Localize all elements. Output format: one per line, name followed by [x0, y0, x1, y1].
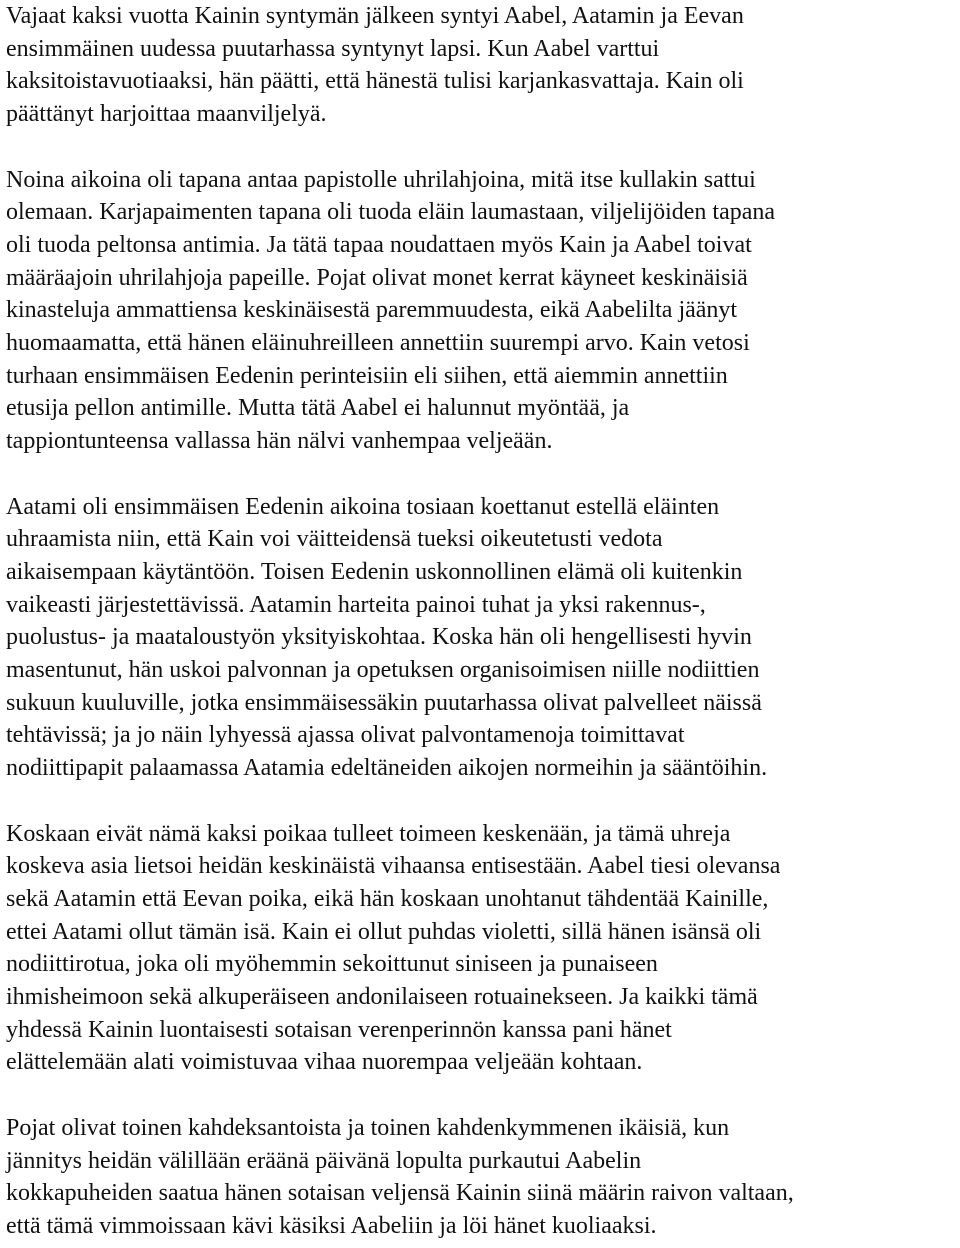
text-line: tehtävissä; ja jo näin lyhyessä ajassa olivat palvontamenoja toimittavat — [6, 722, 685, 749]
paragraph-5 — [6, 1112, 960, 1243]
text-line: puolustus- ja maataloustyön yksityiskohtaa. Koska hän oli hengellisesti hyvin — [6, 624, 752, 651]
text-line: Aatami oli ensimmäisen Eedenin aikoina tosiaan koettanut estellä eläinten — [6, 493, 720, 520]
text-line: sukuun kuuluville, jotka ensimmäisessäkin puutarhassa olivat palvelleet näissä — [6, 689, 762, 716]
text-line: ensimmäinen uudessa puutarhassa syntynyt lapsi. Kun Aabel varttui — [6, 35, 660, 62]
paragraph-1 — [6, 0, 960, 131]
text-line: Noina aikoina oli tapana antaa papistolle uhrilahjoina, mitä itse kullakin sattui — [6, 166, 756, 193]
text-line: huomaamatta, että hänen eläinuhreilleen annettiin suurempi arvo. Kain vetosi — [6, 330, 750, 357]
text-line: jännitys heidän välillään eräänä päivänä lopulta purkautui Aabelin — [6, 1147, 642, 1174]
text-line: etusija pellon antimille. Mutta tätä Aabel ei halunnut myöntää, ja — [6, 395, 630, 422]
text-line: ihmisheimoon sekä alkuperäiseen andonilaiseen rotuainekseen. Ja kaikki tämä — [6, 984, 758, 1011]
text-line: uhraamista niin, että Kain voi väitteidensä tueksi oikeutetusti vedota — [6, 526, 663, 553]
text-line: yhdessä Kainin luontaisesti sotaisan verenperinnön kanssa pani hänet — [6, 1016, 672, 1043]
text-line: tappiontunteensa vallassa hän nälvi vanhempaa veljeään. — [6, 428, 553, 455]
paragraph-4 — [6, 818, 960, 1080]
text-line: määräajoin uhrilahjoja papeille. Pojat olivat monet kerrat käyneet keskinäisiä — [6, 264, 748, 291]
text-line: kaksitoistavuotiaaksi, hän päätti, että hänestä tulisi karjankasvattaja. Kain oli — [6, 68, 744, 95]
text-line: turhaan ensimmäisen Eedenin perinteisiin eli siihen, että aiemmin annettiin — [6, 362, 728, 389]
text-line: ettei Aatami ollut tämän isä. Kain ei ollut puhdas violetti, sillä hänen isänsä oli — [6, 918, 762, 945]
paragraph-2 — [6, 164, 960, 458]
text-line: oli tuoda peltonsa antimia. Ja tätä tapaa noudattaen myös Kain ja Aabel toivat — [6, 231, 752, 258]
text-line: että tämä vimmoissaan kävi käsiksi Aabeliin ja löi hänet kuoliaaksi. — [6, 1212, 657, 1239]
text-line: Koskaan eivät nämä kaksi poikaa tulleet toimeen keskenään, ja tämä uhreja — [6, 820, 731, 847]
text-line: kinasteluja ammattiensa keskinäisestä paremmuudesta, eikä Aabelilta jäänyt — [6, 297, 738, 324]
text-line: Vajaat kaksi vuotta Kainin syntymän jälkeen syntyi Aabel, Aatamin ja Eevan — [6, 3, 744, 29]
text-line: vaikeasti järjestettävissä. Aatamin harteita painoi tuhat ja yksi rakennus-, — [6, 591, 706, 618]
paragraph-spacer — [6, 785, 960, 818]
text-line: sekä Aatamin että Eevan poika, eikä hän koskaan unohtanut tähdentää Kainille, — [6, 885, 769, 912]
paragraph-spacer — [6, 131, 960, 164]
text-line: masentunut, hän uskoi palvonnan ja opetuksen organisoimisen niille nodiittien — [6, 657, 760, 684]
paragraph-spacer — [6, 1079, 960, 1112]
paragraph-3 — [6, 491, 960, 785]
paragraph-spacer — [6, 458, 960, 491]
text-line: elättelemään alati voimistuvaa vihaa nuorempaa veljeään kohtaan. — [6, 1049, 643, 1076]
text-line: kokkapuheiden saatua hänen sotaisan veljensä Kainin siinä määrin raivon valtaan, — [6, 1180, 794, 1207]
text-line: nodiittirotua, joka oli myöhemmin sekoittunut siniseen ja punaiseen — [6, 951, 658, 978]
text-line: päättänyt harjoittaa maanviljelyä. — [6, 101, 327, 128]
text-line: nodiittipapit palaamassa Aatamia edeltäneiden aikojen normeihin ja sääntöihin. — [6, 755, 768, 782]
text-line: Pojat olivat toinen kahdeksantoista ja toinen kahdenkymmenen ikäisiä, kun — [6, 1114, 730, 1141]
text-line: olemaan. Karjapaimenten tapana oli tuoda eläin laumastaan, viljelijöiden tapana — [6, 199, 776, 226]
text-line: aikaisempaan käytäntöön. Toisen Eedenin uskonnollinen elämä oli kuitenkin — [6, 558, 743, 585]
text-line: koskeva asia lietsoi heidän keskinäistä vihaansa entisestään. Aabel tiesi olevansa — [6, 853, 781, 880]
